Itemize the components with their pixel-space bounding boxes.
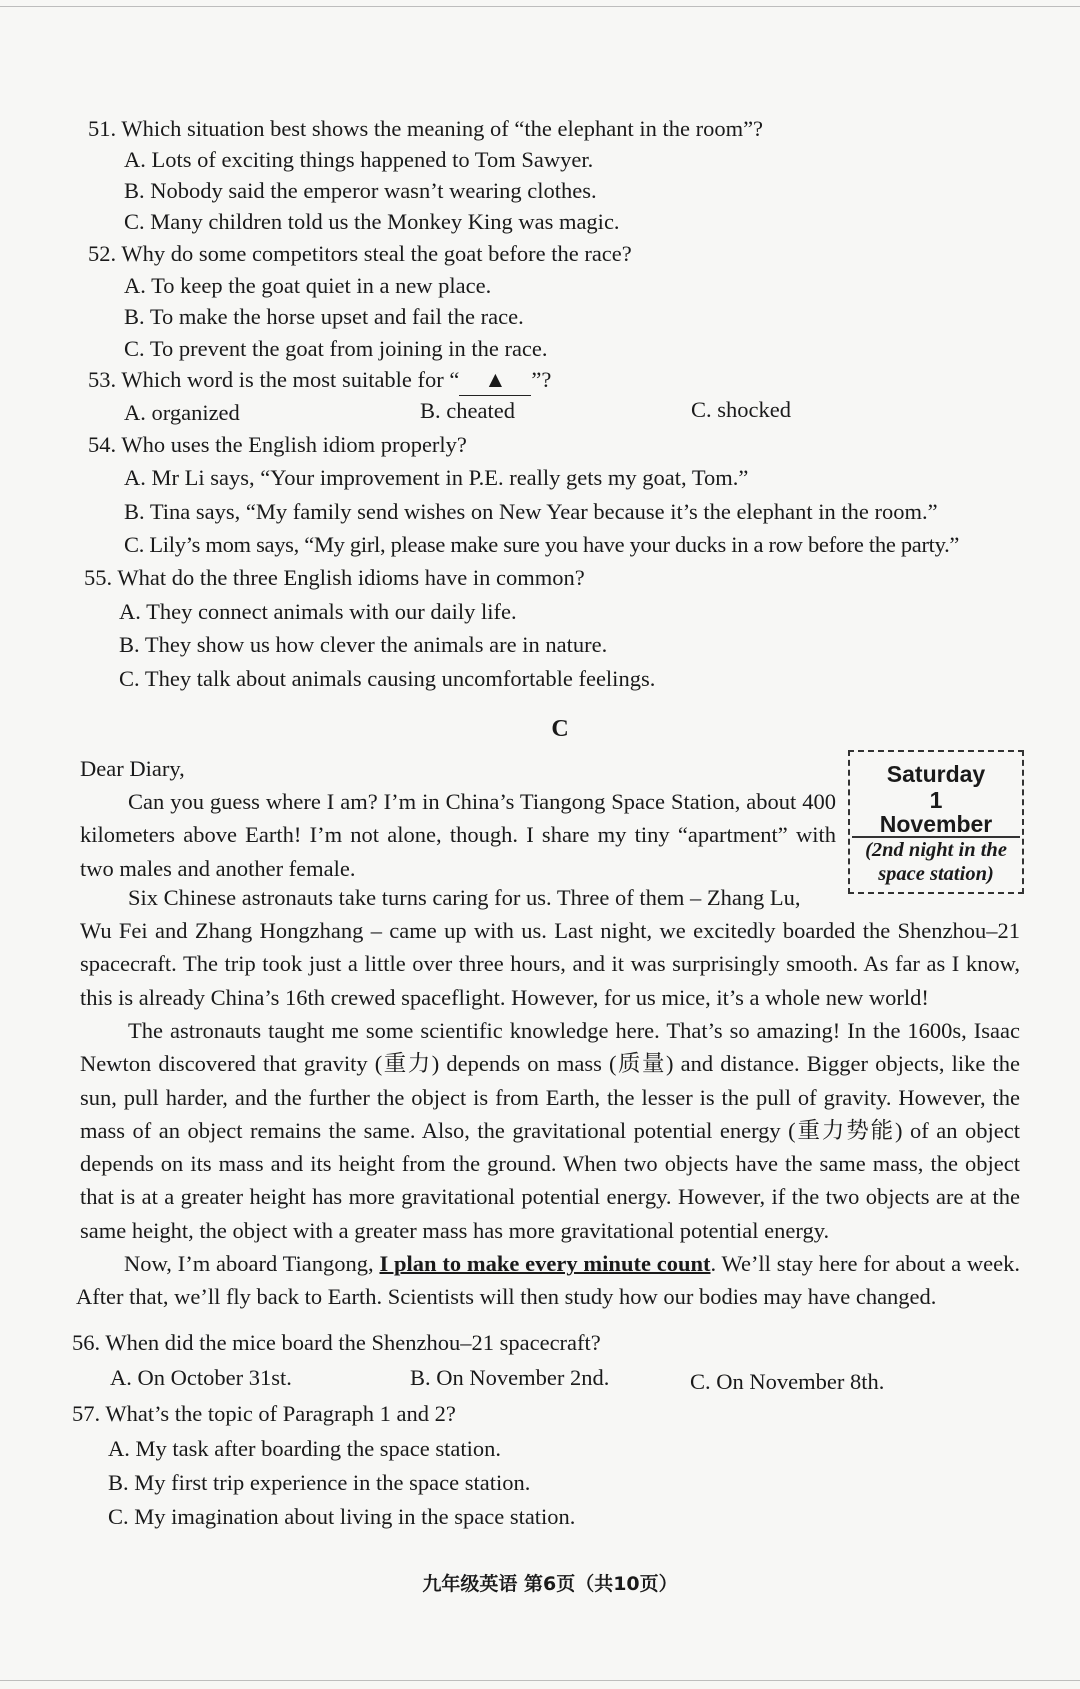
option-54-b: B. Tina says, “My family send wishes on New Year because it’s the elephant in the room.” [124,499,938,524]
underlined-phrase: I plan to make every minute count [379,1251,711,1276]
option-53-a: A. organized [124,400,240,425]
diary-greeting: Dear Diary, [80,756,185,781]
diary-paragraph-2-first-line: Six Chinese astronauts take turns caring for us. Three of them – Zhang Lu, [128,885,801,910]
diary-paragraph-2: Wu Fei and Zhang Hongzhang – came up with us. Last night, we excitedly boarded the Shenzhou–21 spacecraft. The trip took just a little over three hours, and it was surprisingly smooth. As far as I know, this is already China’s 16th crewed spaceflight. However, for us mice, it’s a whole new world! [80,918,1020,1010]
option-57-a: A. My task after boarding the space station. [108,1436,502,1461]
option-55-b: B. They show us how clever the animals are in nature. [119,632,608,657]
option-57-c: C. My imagination about living in the space station. [108,1504,576,1529]
diary-date-box [848,750,1024,894]
date-note: (2nd night in the space station) [865,839,1007,885]
diary-paragraph-1: Can you guess where I am? I’m in China’s Tiangong Space Station, about 400 kilometers above Earth! I’m not alone, though. I share my tiny “apartment” with two males and another female. [80,789,836,881]
option-54-a: A. Mr Li says, “Your improvement in P.E. really gets my goat, Tom.” [124,465,749,490]
option-52-a: A. To keep the goat quiet in a new place. [124,273,492,298]
date-number: 1 [929,787,943,813]
option-51-a: A. Lots of exciting things happened to Tom Sawyer. [124,147,594,172]
question-53 [88,365,551,396]
option-55-c: C. They talk about animals causing uncomfortable feelings. [119,666,656,691]
question-54: 54. Who uses the English idiom properly? [88,432,467,457]
top-edge-line [0,6,1080,7]
question-52: 52. Why do some competitors steal the goat before the race? [88,241,632,266]
section-title: C [551,716,569,742]
bottom-edge-line [0,1680,1080,1681]
diary-paragraph-3: The astronauts taught me some scientific knowledge here. That’s so amazing! In the 1600s, Isaac Newton discovered that gravity (重力) depends on mass (质量) and distance. Bigger objects, like the sun, pull harder, and the further the object is from Earth, the lesser is the pull of gravity. However, the mass of an object remains the same. Also, the gravitational potential energy (重力势能) of an object depends on its mass and its height from the ground. When two objects have the same mass, the object that is at a greater height has more gravitational potential energy. However, if the two objects are at the same height, the object with a greater mass has more gravitational potential energy. [80,1018,1020,1243]
date-day: Saturday [886,761,986,787]
option-53-c: C. shocked [691,397,791,422]
option-53-b: B. cheated [420,398,515,423]
option-55-a: A. They connect animals with our daily life. [119,599,517,624]
option-51-b: B. Nobody said the emperor wasn’t wearing clothes. [124,178,597,203]
question-53-stem: 53. Which word is the most suitable for “ [88,367,460,392]
question-55: 55. What do the three English idioms have in common? [84,565,585,590]
option-52-b: B. To make the horse upset and fail the race. [124,304,524,329]
question-51: 51. Which situation best shows the meaning of “the elephant in the room”? [88,116,764,141]
question-53-stem-end: ”? [531,367,552,392]
question-57: 57. What’s the topic of Paragraph 1 and 2? [72,1401,456,1426]
option-52-c: C. To prevent the goat from joining in the race. [124,336,548,361]
page-footer: 九年级英语 第6页（共10页） [422,1573,678,1595]
date-month: November [852,812,1020,838]
blank-triangle-icon: ▲ [459,365,531,396]
option-57-b: B. My first trip experience in the space station. [108,1470,531,1495]
paragraph-4-start: Now, I’m aboard Tiangong, [124,1251,380,1276]
option-54-c: C. Lily’s mom says, “My girl, please make sure you have your ducks in a row before the party.” [124,532,960,557]
question-56: 56. When did the mice board the Shenzhou–21 spacecraft? [72,1330,601,1355]
paragraph-4-end: . We’ll stay here for about a week. After that, we’ll fly back to Earth. Scientists will then study how our bodies may have changed. [76,1251,1020,1310]
option-56-b: B. On November 2nd. [410,1365,610,1390]
option-56-a: A. On October 31st. [110,1365,292,1390]
option-56-c: C. On November 8th. [690,1369,885,1394]
option-51-c: C. Many children told us the Monkey King was magic. [124,209,620,234]
diary-paragraph-4 [76,1247,1020,1314]
